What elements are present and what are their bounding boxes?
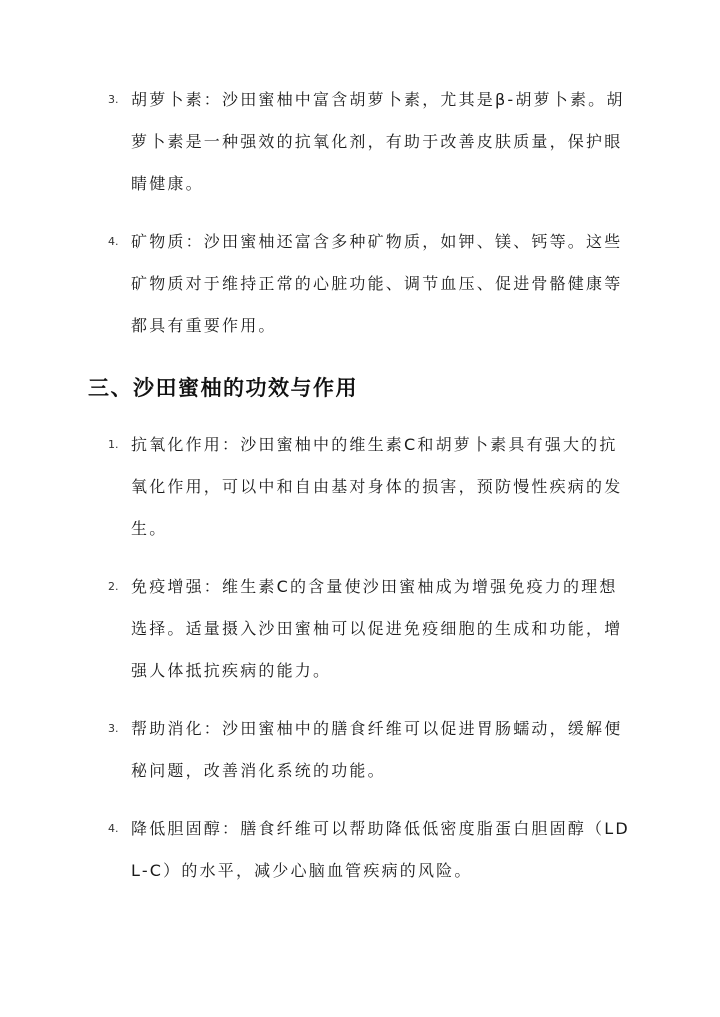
list-item <box>0 808 720 892</box>
list-item-number: 3. <box>108 93 119 106</box>
list-item-text: 免疫增强：维生素C的含量使沙田蜜柚成为增强免疫力的理想选择。适量摄入沙田蜜柚可以促进免疫细胞的生成和功能，增强人体抵抗疾病的能力。 <box>131 577 623 680</box>
list-item <box>0 79 720 205</box>
list-item-number: 1. <box>108 438 119 451</box>
list-item <box>0 424 720 550</box>
list-item-number: 4. <box>108 235 119 248</box>
list-item <box>0 221 720 347</box>
list-item-text: 降低胆固醇：膳食纤维可以帮助降低低密度脂蛋白胆固醇（LDL-C）的水平，减少心脑血管疾病的风险。 <box>131 819 630 880</box>
list-item-text: 矿物质：沙田蜜柚还富含多种矿物质，如钾、镁、钙等。这些矿物质对于维持正常的心脏功能、调节血压、促进骨骼健康等都具有重要作用。 <box>131 232 623 335</box>
section-heading: 三、沙田蜜柚的功效与作用 <box>88 376 358 400</box>
list-item-text: 帮助消化：沙田蜜柚中的膳食纤维可以促进胃肠蠕动，缓解便秘问题，改善消化系统的功能。 <box>131 719 623 780</box>
nutrient-list <box>0 79 720 363</box>
list-item-number: 3. <box>108 722 119 735</box>
list-item <box>0 566 720 692</box>
benefits-list <box>0 424 720 908</box>
list-item-number: 2. <box>108 580 119 593</box>
list-item <box>0 708 720 792</box>
list-item-text: 胡萝卜素：沙田蜜柚中富含胡萝卜素，尤其是β-胡萝卜素。胡萝卜素是一种强效的抗氧化剂，有助于改善皮肤质量，保护眼睛健康。 <box>131 90 625 193</box>
list-item-text: 抗氧化作用：沙田蜜柚中的维生素C和胡萝卜素具有强大的抗氧化作用，可以中和自由基对身体的损害，预防慢性疾病的发生。 <box>131 435 623 538</box>
list-item-number: 4. <box>108 822 119 835</box>
